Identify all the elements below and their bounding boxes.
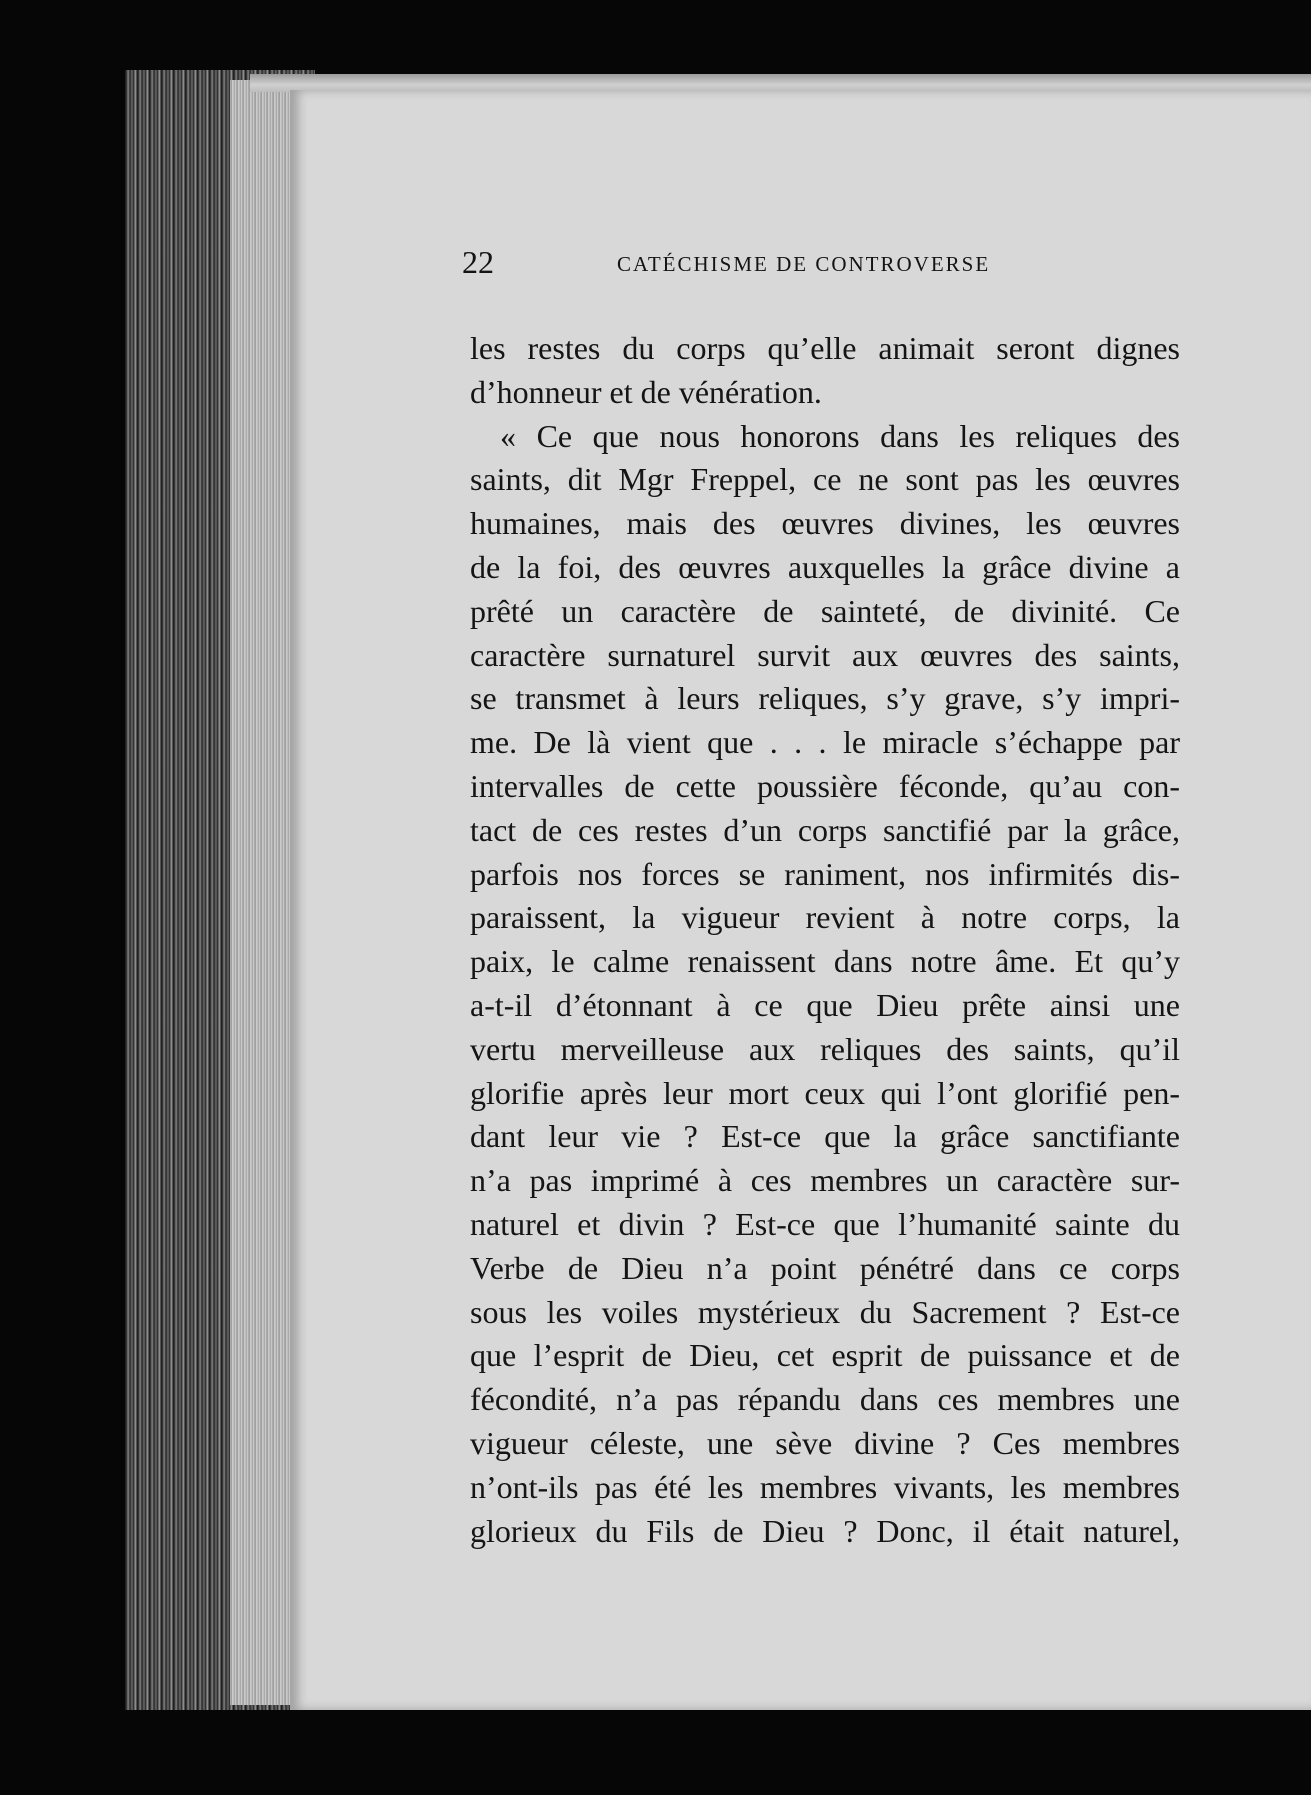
- text-line: fécondité, n’a pas répandu dans ces membres une: [470, 1381, 1180, 1418]
- text-line: glorifie après leur mort ceux qui l’ont glorifié pen-: [470, 1074, 1180, 1111]
- text-line: n’ont-ils pas été les membres vivants, les membres: [470, 1468, 1180, 1505]
- page-number: 22: [462, 244, 494, 280]
- text-line: humaines, mais des œuvres divines, les œuvres: [470, 505, 1180, 542]
- text-line: les restes du corps qu’elle animait seront dignes: [470, 330, 1180, 366]
- text-line: intervalles de cette poussière féconde, qu’au con-: [470, 767, 1180, 804]
- text-line: saints, dit Mgr Freppel, ce ne sont pas les œuvres: [470, 461, 1180, 498]
- page-header: [462, 242, 1102, 282]
- text-line: sous les voiles mystérieux du Sacrement ? Est-ce: [470, 1293, 1180, 1330]
- text-line: d’honneur et de vénération.: [470, 373, 822, 410]
- text-line: que l’esprit de Dieu, cet esprit de puissance et de: [470, 1337, 1180, 1374]
- text-line: dant leur vie ? Est-ce que la grâce sanctifiante: [470, 1118, 1180, 1155]
- text-line: vigueur céleste, une sève divine ? Ces membres: [470, 1424, 1180, 1461]
- text-line: prêté un caractère de sainteté, de divinité. Ce: [470, 592, 1180, 629]
- text-line: me. De là vient que . . . le miracle s’échappe par: [470, 724, 1180, 761]
- text-line: vertu merveilleuse aux reliques des saints, qu’il: [470, 1030, 1180, 1067]
- text-line: de la foi, des œuvres auxquelles la grâce divine a: [470, 548, 1180, 585]
- text-line: se transmet à leurs reliques, s’y grave, s’y impri-: [470, 680, 1180, 717]
- text-line: caractère surnaturel survit aux œuvres des saints,: [470, 636, 1180, 673]
- text-line: « Ce que nous honorons dans les reliques des: [500, 417, 1180, 454]
- running-head: CATÉCHISME DE CONTROVERSE: [617, 252, 991, 276]
- text-line: tact de ces restes d’un corps sanctifié par la grâce,: [470, 811, 1180, 848]
- text-line: parfois nos forces se raniment, nos infirmités dis-: [470, 855, 1180, 892]
- text-line: a-t-il d’étonnant à ce que Dieu prête ainsi une: [470, 986, 1180, 1023]
- text-line: n’a pas imprimé à ces membres un caractère sur-: [470, 1162, 1180, 1199]
- text-line: Verbe de Dieu n’a point pénétré dans ce corps: [470, 1249, 1180, 1286]
- text-line: paix, le calme renaissent dans notre âme. Et qu’y: [470, 943, 1180, 980]
- text-line: naturel et divin ? Est-ce que l’humanité sainte du: [470, 1205, 1180, 1242]
- text-line: paraissent, la vigueur revient à notre corps, la: [470, 899, 1180, 936]
- text-line: glorieux du Fils de Dieu ? Donc, il était naturel,: [470, 1512, 1180, 1549]
- body-text: [470, 327, 1180, 1553]
